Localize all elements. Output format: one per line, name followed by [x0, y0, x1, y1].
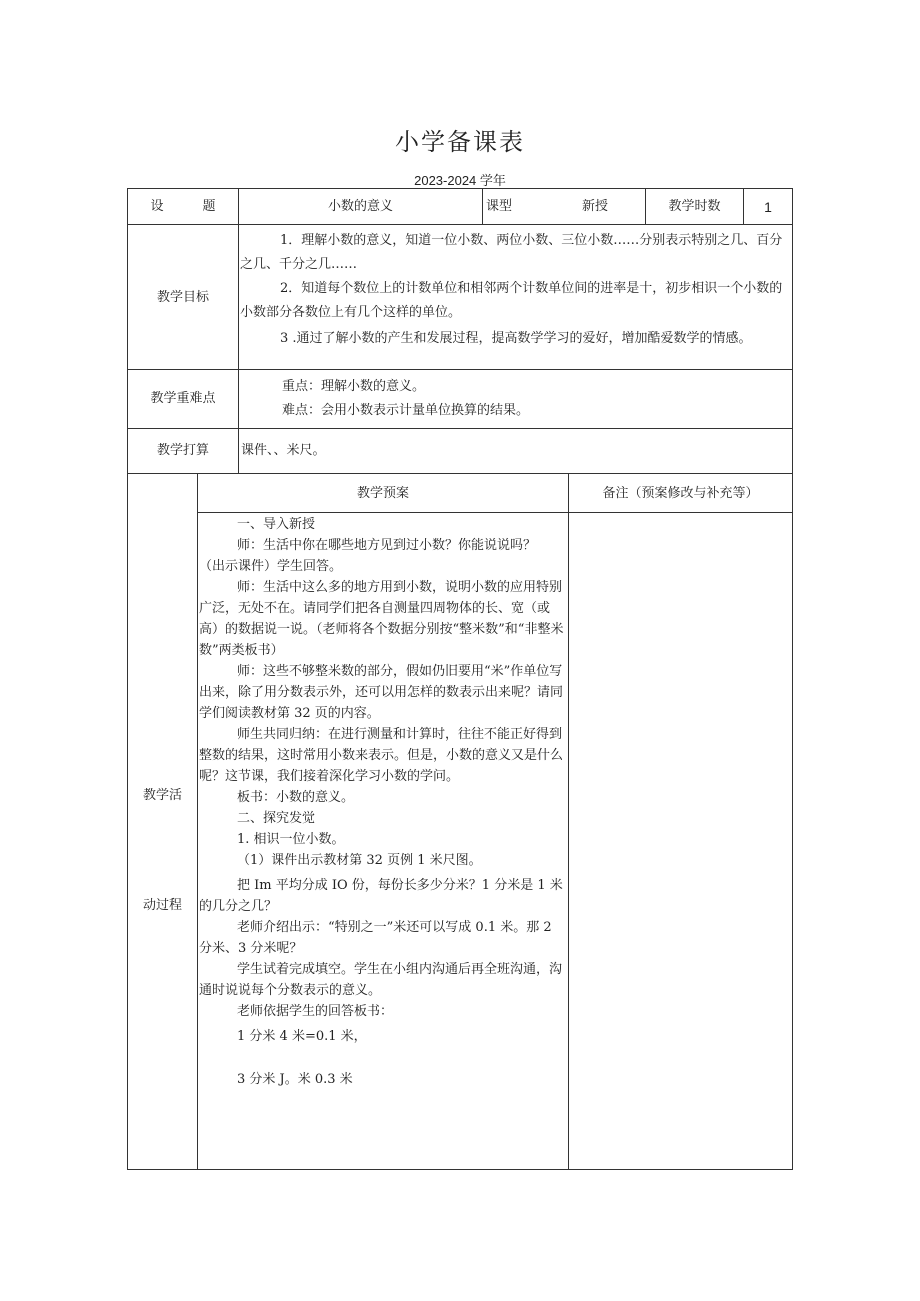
difficulty-point: 难点：会用小数表示计量单位换算的结果。 [282, 403, 530, 418]
plan-line: 学生试着完成填空。学生在小组内沟通后再全班沟通，沟通时说说每个分数表示的意义。 [199, 962, 563, 998]
key-points-label: 教学重难点 [150, 391, 216, 406]
row-divider [127, 428, 793, 429]
plan-line: 1 分米 4 米=0.1 米， [237, 1029, 367, 1044]
plan-line: （出示课件）学生回答。 [199, 559, 343, 574]
preparation-value: 课件、、米尺。 [241, 443, 326, 458]
plan-line: 师：生活中这么多的地方用到小数，说明小数的应用特别广泛，无处不在。请同学们把各自测量四周物体的长、宽（或高）的数据说一说。（老师将各个数据分别按“整米数”和“非整米数”两类板书） [199, 580, 564, 658]
plan-line: 老师依据学生的回答板书： [237, 1004, 394, 1019]
goal-item: 1．理解小数的意义，知道一位小数、两位小数、三位小数……分别表示特别之几、百分之几、千分之几…… [240, 233, 783, 272]
key-points [282, 375, 529, 423]
plan-line: 1. 相识一位小数。 [237, 832, 345, 847]
hours-label: 教学时数 [668, 199, 721, 214]
plan-content [199, 514, 567, 1090]
page-title: 小学备课表 [395, 128, 525, 156]
plan-line: （1）课件出示教材第 32 页例 1 米尺图。 [237, 853, 482, 868]
plan-line: 二、探究发觉 [237, 811, 316, 826]
process-label-top: 教学活 [142, 788, 182, 803]
column-divider [197, 473, 198, 1170]
plan-line: 3 分米 J。米 0.3 米 [237, 1072, 353, 1087]
preparation-label: 教学打算 [156, 443, 209, 458]
column-divider [482, 188, 483, 224]
row-divider [127, 369, 793, 370]
plan-header: 教学预案 [356, 486, 409, 501]
goals-label: 教学目标 [156, 290, 209, 305]
column-divider [568, 473, 569, 1170]
row-divider [197, 512, 793, 513]
goal-item: 3 .通过了解小数的产生和发展过程，提高数学学习的爱好，增加酷爱数学的情感。 [280, 331, 752, 346]
plan-line: 师：生活中你在哪些地方见到过小数？你能说说吗？ [237, 538, 537, 553]
column-divider [238, 188, 239, 473]
plan-line: 板书：小数的意义。 [237, 790, 355, 805]
topic-value: 小数的意义 [327, 199, 393, 214]
topic-label: 设 题 [150, 199, 216, 214]
hours-value: 1 [764, 199, 772, 215]
lesson-type-value: 新授 [582, 199, 609, 214]
row-divider [127, 224, 793, 225]
plan-line: 老师介绍出示：“特别之一”米还可以写成 0.1 米。那 2 分米、3 分米呢？ [199, 920, 552, 956]
process-label-bottom: 动过程 [142, 898, 182, 913]
row-divider [127, 473, 793, 474]
focus-point: 重点：理解小数的意义。 [282, 379, 426, 394]
school-year: 2023-2024 学年 [414, 173, 506, 188]
goal-item: 2．知道每个数位上的计数单位和相邻两个计数单位间的进率是十，初步相识一个小数的小数部分各数位上有几个这样的单位。 [240, 281, 783, 320]
plan-line: 把 Im 平均分成 IO 份，每份长多少分米？1 分米是 1 米的几分之几？ [199, 878, 563, 914]
plan-line: 师生共同归纳：在进行测量和计算时，往往不能正好得到整数的结果，这时常用小数来表示。但是，小数的意义又是什么呢？这节课，我们接着深化学习小数的学问。 [199, 727, 564, 784]
lesson-type-label: 课型 [486, 199, 513, 214]
notes-header: 备注（预案修改与补充等） [602, 486, 759, 501]
goals-list [240, 229, 790, 351]
plan-line: 一、导入新授 [237, 517, 316, 532]
plan-line: 师：这些不够整米数的部分，假如仍旧要用“米”作单位写出来，除了用分数表示外，还可以用怎样的数表示出来呢？请同学们阅读教材第 32 页的内容。 [199, 664, 564, 721]
